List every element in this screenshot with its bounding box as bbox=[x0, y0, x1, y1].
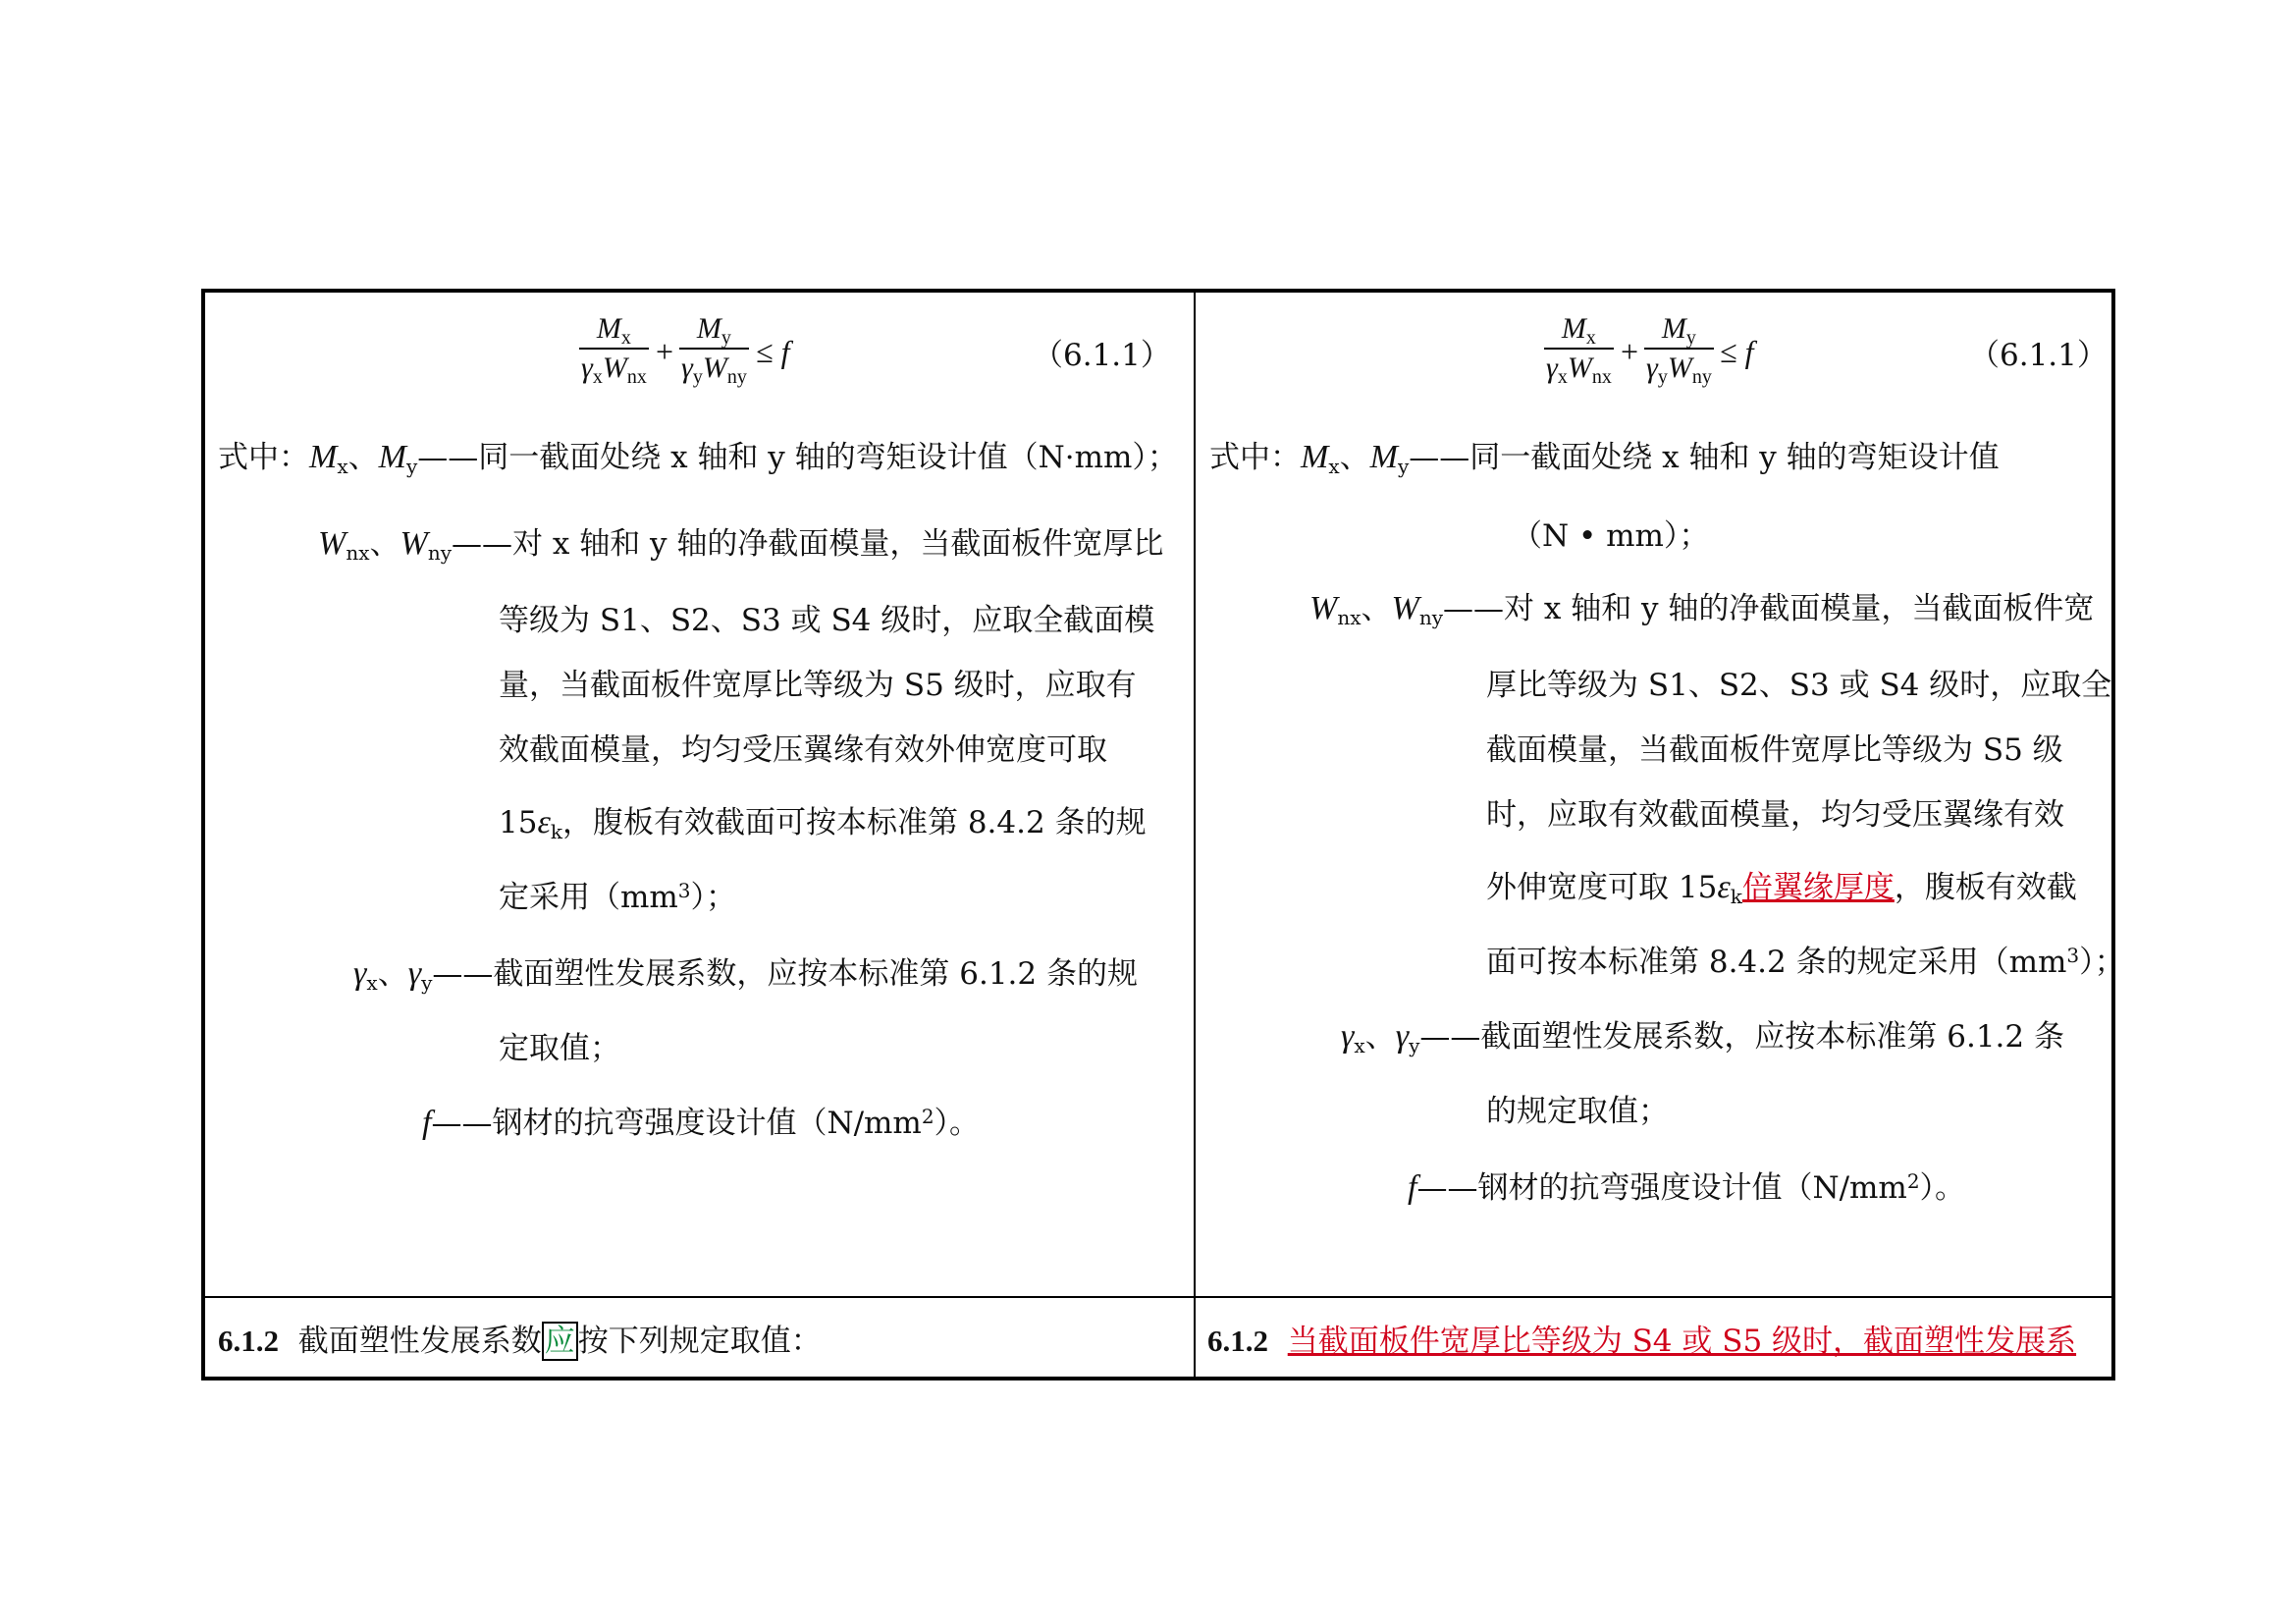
right-fraction-1: $M_x$ $\gamma_xW_{nx}$ bbox=[1546, 312, 1612, 388]
left-fraction-1: $M_x$ $\gamma_xW_{nx}$ bbox=[581, 312, 647, 388]
row-divider bbox=[205, 1296, 2111, 1298]
left-line-m: 式中：$M_x$、$M_y——$同一截面处绕 x 轴和 y 轴的弯矩设计值（N·mm）； bbox=[218, 439, 1178, 478]
leq-f: ≤ f bbox=[1720, 334, 1754, 369]
left-line-gamma2: 定取值； bbox=[499, 1031, 620, 1066]
plus-sign: + bbox=[1621, 334, 1639, 369]
right-line-w2: 厚比等级为 S1、S2、S3 或 S4 级时，应取全 bbox=[1486, 668, 2112, 703]
highlighted-char: 应 bbox=[542, 1322, 578, 1361]
inserted-text: 倍翼缘厚度 bbox=[1741, 870, 1895, 905]
left-line-w5: $15\varepsilon_k$，腹板有效截面可按本标准第 8.4.2 条的规 bbox=[499, 804, 1147, 843]
left-line-w: $W_{nx}$、$W_{ny}——$对 x 轴和 y 轴的净截面模量，当截面板件宽厚比 bbox=[318, 525, 1164, 565]
inserted-clause-text: 当截面板件宽厚比等级为 S4 或 S5 级时，截面塑性发展系 bbox=[1287, 1324, 2077, 1359]
right-line-f: f——钢材的抗弯强度设计值$(N/mm^2)$。 bbox=[1408, 1169, 1966, 1206]
right-line-w5: 外伸宽度可取 $15\varepsilon_k$倍翼缘厚度，腹板有效截 bbox=[1486, 869, 2077, 908]
left-line-w2: 等级为 S1、S2、S3 或 S4 级时，应取全截面模 bbox=[499, 603, 1155, 638]
equation-number-right: （6.1.1） bbox=[1969, 338, 2108, 373]
column-divider bbox=[1194, 293, 1196, 1377]
right-fraction-2: $M_y$ $\gamma_yW_{ny}$ bbox=[1646, 312, 1712, 388]
left-clause: 6.1.2 截面塑性发展系数应按下列规定取值： bbox=[218, 1324, 822, 1359]
plus-sign: + bbox=[656, 334, 674, 369]
left-line-w3: 量，当截面板件宽厚比等级为 S5 级时，应取有 bbox=[499, 668, 1137, 703]
left-line-w4: 效截面模量，均匀受压翼缘有效外伸宽度可取 bbox=[499, 732, 1107, 768]
left-fraction-2: $M_y$ $\gamma_yW_{ny}$ bbox=[681, 312, 747, 388]
right-line-w4: 时，应取有效截面模量，均匀受压翼缘有效 bbox=[1486, 797, 2064, 833]
right-line-m: 式中：$M_x$、$M_y——$同一截面处绕 x 轴和 y 轴的弯矩设计值 bbox=[1209, 439, 2000, 478]
left-line-f: f——钢材的抗弯强度设计值$(N/mm^2)$。 bbox=[422, 1105, 981, 1141]
right-line-gamma: $\gamma_x$、$\gamma_y——$截面塑性发展系数，应按本标准第 6.1.2 条 bbox=[1341, 1018, 2064, 1057]
left-line-w6: 定采用$(mm^3)$； bbox=[499, 879, 737, 915]
equation-number-left: （6.1.1） bbox=[1033, 338, 1171, 373]
left-line-gamma: $\gamma_x$、$\gamma_y——$截面塑性发展系数，应按本标准第 6.1.2 条的规 bbox=[353, 955, 1138, 995]
right-line-gamma2: 的规定取值； bbox=[1486, 1094, 1669, 1129]
right-line-w6: 面可按本标准第 8.4.2 条的规定采用$(mm^3)$； bbox=[1486, 944, 2125, 980]
leq-f: ≤ f bbox=[756, 334, 790, 369]
right-clause: 6.1.2 当截面板件宽厚比等级为 S4 或 S5 级时，截面塑性发展系 bbox=[1207, 1324, 2077, 1359]
right-line-w3: 截面模量，当截面板件宽厚比等级为 S5 级 bbox=[1486, 732, 2063, 768]
right-line-w: $W_{nx}$、$W_{ny}——$对 x 轴和 y 轴的净截面模量，当截面板件宽 bbox=[1309, 590, 2095, 629]
right-line-m2: （N • mm）； bbox=[1512, 518, 1710, 554]
